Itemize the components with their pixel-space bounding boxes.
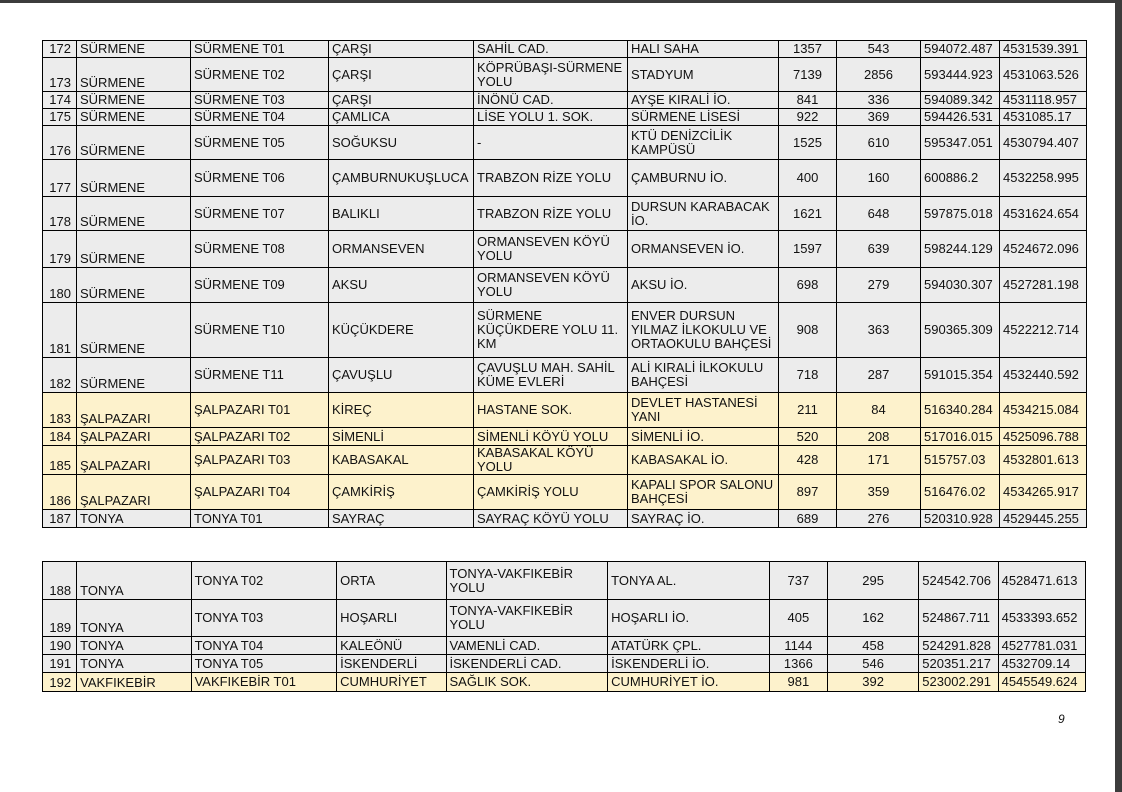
value-a-cell: 400 xyxy=(779,160,837,197)
coord-y-cell: 4524672.096 xyxy=(1000,231,1087,268)
coord-x-cell: 591015.354 xyxy=(921,358,1000,393)
value-b-cell: 546 xyxy=(827,655,918,673)
site-code-cell: ŞALPAZARI T01 xyxy=(191,393,329,428)
district-cell: ŞALPAZARI xyxy=(77,475,191,510)
location-cell: KAPALI SPOR SALONU BAHÇESİ xyxy=(628,475,779,510)
street-cell: KÖPRÜBAŞI-SÜRMENE YOLU xyxy=(474,58,628,92)
value-a-cell: 7139 xyxy=(779,58,837,92)
coord-y-cell: 4530794.407 xyxy=(1000,126,1087,160)
site-code-cell: TONYA T03 xyxy=(191,600,337,637)
coord-y-cell: 4527781.031 xyxy=(998,637,1085,655)
coord-y-cell: 4532709.14 xyxy=(998,655,1085,673)
district-cell: SÜRMENE xyxy=(77,268,191,303)
table-row xyxy=(43,92,1087,109)
coord-y-cell: 4531085.17 xyxy=(1000,109,1087,126)
location-cell: HOŞARLI İO. xyxy=(608,600,770,637)
neighborhood-cell: İSKENDERLİ xyxy=(337,655,446,673)
district-cell: SÜRMENE xyxy=(77,109,191,126)
coord-y-cell: 4534215.084 xyxy=(1000,393,1087,428)
coord-x-cell: 594030.307 xyxy=(921,268,1000,303)
row-number-cell: 179 xyxy=(43,231,77,268)
row-number-cell: 188 xyxy=(43,562,77,600)
coord-y-cell: 4522212.714 xyxy=(1000,303,1087,358)
coord-x-cell: 600886.2 xyxy=(921,160,1000,197)
street-cell: İSKENDERLİ CAD. xyxy=(446,655,608,673)
district-cell: ŞALPAZARI xyxy=(77,428,191,446)
row-number-cell: 173 xyxy=(43,58,77,92)
value-b-cell: 648 xyxy=(837,197,921,231)
district-cell: SÜRMENE xyxy=(77,58,191,92)
neighborhood-cell: ÇAMBURNUKUŞLUCA xyxy=(329,160,474,197)
coord-x-cell: 594089.342 xyxy=(921,92,1000,109)
street-cell: İNÖNÜ CAD. xyxy=(474,92,628,109)
value-b-cell: 336 xyxy=(837,92,921,109)
street-cell: ORMANSEVEN KÖYÜ YOLU xyxy=(474,268,628,303)
location-cell: SAYRAÇ İO. xyxy=(628,510,779,528)
location-cell: DURSUN KARABACAK İO. xyxy=(628,197,779,231)
coord-y-cell: 4534265.917 xyxy=(1000,475,1087,510)
coord-x-cell: 594426.531 xyxy=(921,109,1000,126)
street-cell: HASTANE SOK. xyxy=(474,393,628,428)
table-row xyxy=(43,303,1087,358)
row-number-cell: 184 xyxy=(43,428,77,446)
street-cell: ÇAVUŞLU MAH. SAHİL KÜME EVLERİ xyxy=(474,358,628,393)
district-cell: TONYA xyxy=(77,600,191,637)
site-code-cell: SÜRMENE T06 xyxy=(191,160,329,197)
value-b-cell: 84 xyxy=(837,393,921,428)
coord-x-cell: 524542.706 xyxy=(919,562,998,600)
value-b-cell: 160 xyxy=(837,160,921,197)
coord-x-cell: 515757.03 xyxy=(921,446,1000,475)
neighborhood-cell: ÇARŞI xyxy=(329,41,474,58)
page-number: 9 xyxy=(1058,712,1065,726)
site-code-cell: SÜRMENE T02 xyxy=(191,58,329,92)
district-cell: TONYA xyxy=(77,562,191,600)
location-cell: ALİ KIRALİ İLKOKULU BAHÇESİ xyxy=(628,358,779,393)
table-row xyxy=(43,41,1087,58)
value-b-cell: 610 xyxy=(837,126,921,160)
row-number-cell: 176 xyxy=(43,126,77,160)
value-b-cell: 208 xyxy=(837,428,921,446)
table-row xyxy=(43,673,1086,692)
value-a-cell: 897 xyxy=(779,475,837,510)
site-code-cell: VAKFIKEBİR T01 xyxy=(191,673,337,692)
site-code-cell: SÜRMENE T03 xyxy=(191,92,329,109)
coord-y-cell: 4532258.995 xyxy=(1000,160,1087,197)
coord-x-cell: 594072.487 xyxy=(921,41,1000,58)
value-b-cell: 279 xyxy=(837,268,921,303)
table-row xyxy=(43,231,1087,268)
street-cell: SAĞLIK SOK. xyxy=(446,673,608,692)
table-row xyxy=(43,428,1087,446)
street-cell: TONYA-VAKFIKEBİR YOLU xyxy=(446,600,608,637)
neighborhood-cell: AKSU xyxy=(329,268,474,303)
neighborhood-cell: KALEÖNÜ xyxy=(337,637,446,655)
value-a-cell: 689 xyxy=(779,510,837,528)
table-row xyxy=(43,637,1086,655)
value-b-cell: 295 xyxy=(827,562,918,600)
neighborhood-cell: ORTA xyxy=(337,562,446,600)
neighborhood-cell: BALIKLI xyxy=(329,197,474,231)
neighborhood-cell: ÇAVUŞLU xyxy=(329,358,474,393)
neighborhood-cell: SOĞUKSU xyxy=(329,126,474,160)
neighborhood-cell: HOŞARLI xyxy=(337,600,446,637)
value-a-cell: 1144 xyxy=(769,637,827,655)
value-b-cell: 392 xyxy=(827,673,918,692)
site-code-cell: TONYA T01 xyxy=(191,510,329,528)
value-b-cell: 639 xyxy=(837,231,921,268)
neighborhood-cell: ÇAMKİRİŞ xyxy=(329,475,474,510)
district-cell: ŞALPAZARI xyxy=(77,393,191,428)
row-number-cell: 181 xyxy=(43,303,77,358)
coord-x-cell: 598244.129 xyxy=(921,231,1000,268)
coord-x-cell: 520310.928 xyxy=(921,510,1000,528)
table-row xyxy=(43,475,1087,510)
location-cell: DEVLET HASTANESİ YANI xyxy=(628,393,779,428)
site-code-cell: SÜRMENE T11 xyxy=(191,358,329,393)
neighborhood-cell: KÜÇÜKDERE xyxy=(329,303,474,358)
neighborhood-cell: KABASAKAL xyxy=(329,446,474,475)
district-cell: SÜRMENE xyxy=(77,41,191,58)
coord-y-cell: 4525096.788 xyxy=(1000,428,1087,446)
street-cell: - xyxy=(474,126,628,160)
row-number-cell: 186 xyxy=(43,475,77,510)
coord-y-cell: 4527281.198 xyxy=(1000,268,1087,303)
coord-x-cell: 595347.051 xyxy=(921,126,1000,160)
value-a-cell: 841 xyxy=(779,92,837,109)
site-code-cell: SÜRMENE T10 xyxy=(191,303,329,358)
district-cell: VAKFIKEBİR xyxy=(77,673,191,692)
neighborhood-cell: CUMHURİYET xyxy=(337,673,446,692)
district-cell: ŞALPAZARI xyxy=(77,446,191,475)
row-number-cell: 180 xyxy=(43,268,77,303)
site-code-cell: ŞALPAZARI T02 xyxy=(191,428,329,446)
location-cell: SİMENLİ İO. xyxy=(628,428,779,446)
coord-x-cell: 524867.711 xyxy=(919,600,998,637)
coord-y-cell: 4528471.613 xyxy=(998,562,1085,600)
value-b-cell: 162 xyxy=(827,600,918,637)
value-b-cell: 369 xyxy=(837,109,921,126)
value-b-cell: 276 xyxy=(837,510,921,528)
coord-x-cell: 516340.284 xyxy=(921,393,1000,428)
data-table-top xyxy=(42,40,1087,528)
district-cell: SÜRMENE xyxy=(77,160,191,197)
site-code-cell: TONYA T04 xyxy=(191,637,337,655)
row-number-cell: 191 xyxy=(43,655,77,673)
table-row xyxy=(43,358,1087,393)
row-number-cell: 183 xyxy=(43,393,77,428)
district-cell: SÜRMENE xyxy=(77,126,191,160)
site-code-cell: SÜRMENE T08 xyxy=(191,231,329,268)
location-cell: ENVER DURSUN YILMAZ İLKOKULU VE ORTAOKULU BAHÇESİ xyxy=(628,303,779,358)
row-number-cell: 174 xyxy=(43,92,77,109)
neighborhood-cell: ÇAMLICA xyxy=(329,109,474,126)
neighborhood-cell: SİMENLİ xyxy=(329,428,474,446)
value-a-cell: 908 xyxy=(779,303,837,358)
site-code-cell: TONYA T02 xyxy=(191,562,337,600)
row-number-cell: 178 xyxy=(43,197,77,231)
coord-x-cell: 524291.828 xyxy=(919,637,998,655)
neighborhood-cell: KİREÇ xyxy=(329,393,474,428)
coord-y-cell: 4529445.255 xyxy=(1000,510,1087,528)
location-cell: SÜRMENE LİSESİ xyxy=(628,109,779,126)
district-cell: SÜRMENE xyxy=(77,358,191,393)
street-cell: TONYA-VAKFIKEBİR YOLU xyxy=(446,562,608,600)
street-cell: SÜRMENE KÜÇÜKDERE YOLU 11. KM xyxy=(474,303,628,358)
row-number-cell: 192 xyxy=(43,673,77,692)
table-row xyxy=(43,58,1087,92)
value-a-cell: 1525 xyxy=(779,126,837,160)
row-number-cell: 175 xyxy=(43,109,77,126)
table-row xyxy=(43,510,1087,528)
location-cell: ATATÜRK ÇPL. xyxy=(608,637,770,655)
district-cell: TONYA xyxy=(77,510,191,528)
location-cell: ORMANSEVEN İO. xyxy=(628,231,779,268)
district-cell: TONYA xyxy=(77,637,191,655)
street-cell: TRABZON RİZE YOLU xyxy=(474,160,628,197)
street-cell: SAHİL CAD. xyxy=(474,41,628,58)
table-row xyxy=(43,197,1087,231)
coord-x-cell: 593444.923 xyxy=(921,58,1000,92)
street-cell: ORMANSEVEN KÖYÜ YOLU xyxy=(474,231,628,268)
neighborhood-cell: SAYRAÇ xyxy=(329,510,474,528)
coord-x-cell: 516476.02 xyxy=(921,475,1000,510)
location-cell: AYŞE KIRALİ İO. xyxy=(628,92,779,109)
row-number-cell: 177 xyxy=(43,160,77,197)
coord-y-cell: 4532440.592 xyxy=(1000,358,1087,393)
coord-y-cell: 4531118.957 xyxy=(1000,92,1087,109)
table-row xyxy=(43,126,1087,160)
site-code-cell: ŞALPAZARI T04 xyxy=(191,475,329,510)
value-b-cell: 363 xyxy=(837,303,921,358)
district-cell: SÜRMENE xyxy=(77,92,191,109)
value-a-cell: 1621 xyxy=(779,197,837,231)
table-row xyxy=(43,446,1087,475)
street-cell: KABASAKAL KÖYÜ YOLU xyxy=(474,446,628,475)
value-a-cell: 1357 xyxy=(779,41,837,58)
value-a-cell: 211 xyxy=(779,393,837,428)
neighborhood-cell: ÇARŞI xyxy=(329,92,474,109)
location-cell: AKSU İO. xyxy=(628,268,779,303)
row-number-cell: 185 xyxy=(43,446,77,475)
coord-x-cell: 520351.217 xyxy=(919,655,998,673)
coord-x-cell: 597875.018 xyxy=(921,197,1000,231)
table-row xyxy=(43,393,1087,428)
street-cell: SİMENLİ KÖYÜ YOLU xyxy=(474,428,628,446)
value-a-cell: 1597 xyxy=(779,231,837,268)
row-number-cell: 172 xyxy=(43,41,77,58)
coord-y-cell: 4533393.652 xyxy=(998,600,1085,637)
value-a-cell: 428 xyxy=(779,446,837,475)
table-row xyxy=(43,109,1087,126)
row-number-cell: 189 xyxy=(43,600,77,637)
site-code-cell: TONYA T05 xyxy=(191,655,337,673)
document-page xyxy=(0,3,1115,792)
street-cell: LİSE YOLU 1. SOK. xyxy=(474,109,628,126)
district-cell: SÜRMENE xyxy=(77,303,191,358)
table-row xyxy=(43,655,1086,673)
value-a-cell: 922 xyxy=(779,109,837,126)
location-cell: İSKENDERLİ İO. xyxy=(608,655,770,673)
district-cell: SÜRMENE xyxy=(77,197,191,231)
coord-y-cell: 4545549.624 xyxy=(998,673,1085,692)
coord-y-cell: 4532801.613 xyxy=(1000,446,1087,475)
row-number-cell: 182 xyxy=(43,358,77,393)
site-code-cell: SÜRMENE T09 xyxy=(191,268,329,303)
site-code-cell: SÜRMENE T07 xyxy=(191,197,329,231)
coord-x-cell: 517016.015 xyxy=(921,428,1000,446)
coord-y-cell: 4531539.391 xyxy=(1000,41,1087,58)
district-cell: TONYA xyxy=(77,655,191,673)
site-code-cell: SÜRMENE T05 xyxy=(191,126,329,160)
value-a-cell: 981 xyxy=(769,673,827,692)
location-cell: STADYUM xyxy=(628,58,779,92)
value-b-cell: 359 xyxy=(837,475,921,510)
row-number-cell: 190 xyxy=(43,637,77,655)
value-a-cell: 1366 xyxy=(769,655,827,673)
coord-y-cell: 4531063.526 xyxy=(1000,58,1087,92)
value-a-cell: 698 xyxy=(779,268,837,303)
location-cell: ÇAMBURNU İO. xyxy=(628,160,779,197)
street-cell: VAMENLİ CAD. xyxy=(446,637,608,655)
street-cell: ÇAMKİRİŞ YOLU xyxy=(474,475,628,510)
row-number-cell: 187 xyxy=(43,510,77,528)
district-cell: SÜRMENE xyxy=(77,231,191,268)
table-row xyxy=(43,600,1086,637)
location-cell: HALI SAHA xyxy=(628,41,779,58)
location-cell: CUMHURİYET İO. xyxy=(608,673,770,692)
neighborhood-cell: ÇARŞI xyxy=(329,58,474,92)
location-cell: KTÜ DENİZCİLİK KAMPÜSÜ xyxy=(628,126,779,160)
site-code-cell: ŞALPAZARI T03 xyxy=(191,446,329,475)
location-cell: TONYA AL. xyxy=(608,562,770,600)
value-a-cell: 737 xyxy=(769,562,827,600)
site-code-cell: SÜRMENE T01 xyxy=(191,41,329,58)
value-b-cell: 287 xyxy=(837,358,921,393)
site-code-cell: SÜRMENE T04 xyxy=(191,109,329,126)
value-b-cell: 171 xyxy=(837,446,921,475)
coord-y-cell: 4531624.654 xyxy=(1000,197,1087,231)
value-a-cell: 405 xyxy=(769,600,827,637)
table-row xyxy=(43,562,1086,600)
coord-x-cell: 523002.291 xyxy=(919,673,998,692)
table-row xyxy=(43,268,1087,303)
value-a-cell: 520 xyxy=(779,428,837,446)
location-cell: KABASAKAL İO. xyxy=(628,446,779,475)
neighborhood-cell: ORMANSEVEN xyxy=(329,231,474,268)
coord-x-cell: 590365.309 xyxy=(921,303,1000,358)
value-b-cell: 2856 xyxy=(837,58,921,92)
value-b-cell: 543 xyxy=(837,41,921,58)
table-row xyxy=(43,160,1087,197)
street-cell: TRABZON RİZE YOLU xyxy=(474,197,628,231)
value-a-cell: 718 xyxy=(779,358,837,393)
value-b-cell: 458 xyxy=(827,637,918,655)
data-table-bottom xyxy=(42,561,1086,692)
street-cell: SAYRAÇ KÖYÜ YOLU xyxy=(474,510,628,528)
